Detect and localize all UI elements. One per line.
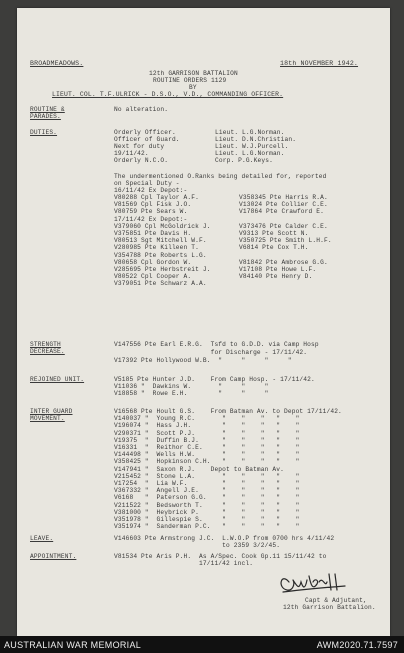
detail-right-entry: V81842 Pte Ambrose G.G. <box>239 258 328 266</box>
inter-guard-entry: V144498 " Wells H.W. " " " " " <box>114 451 300 459</box>
strength-label-1: STRENGTH <box>30 341 61 348</box>
detail-right-entry: V84140 Pte Henry D. <box>239 273 313 281</box>
header-title-line-4: LIEUT. COL. T.F.ULRICK - D.S.O., V.D., COMMANDING OFFICER. <box>52 91 284 98</box>
detail-left-entry: V375851 Pte Davis H. <box>114 230 192 237</box>
leave-label: LEAVE. <box>30 535 54 542</box>
inter-guard-label-1: INTER GUARD <box>30 408 73 415</box>
header-place: BROADMEADOWS. <box>30 60 84 67</box>
inter-guard-entry: V211522 " Bedsworth T. " " " " " <box>114 501 300 509</box>
inter-guard-entry: V140037 " Young R.C. " " " " " <box>114 415 300 423</box>
inter-guard-entry: V17254 " Lia W.F. " " " " " <box>114 480 300 487</box>
detail-right-entry: V13024 Pte Collier C.E. <box>239 201 328 209</box>
detail-left-entry: V80658 Cpl Gordon W. <box>114 258 192 266</box>
leave-entry: to 2359 3/2/45. <box>114 542 281 549</box>
rejoined-label: REJOINED UNIT. <box>30 376 85 383</box>
inter-guard-entry: V367332 " Angell J.E. " " " " " <box>114 487 300 495</box>
rejoined-entry: V18858 " Rowe E.H. " " " <box>114 390 269 398</box>
strength-label-2: DECREASE. <box>30 348 65 355</box>
inter-guard-entry: V351978 " Gillespie S. " " " " " <box>114 516 300 523</box>
detail-right-entry: V17864 Pte Crawford E. <box>239 208 324 216</box>
detail-left-entry: V285695 Pte Herbstreit J. <box>114 266 211 273</box>
duty-officer: Lieut. D.N.Christian. <box>215 136 297 143</box>
document-page <box>17 8 390 636</box>
duty-officer: Lieut. L.G.Norman. <box>215 129 285 136</box>
routine-label-2: PARADES. <box>30 113 61 120</box>
footer-source: AUSTRALIAN WAR MEMORIAL <box>4 640 142 650</box>
detail-right-entry: V373476 Pte Calder C.E. <box>239 222 328 230</box>
appointment-label: APPOINTMENT. <box>30 553 77 560</box>
duty-role: Next for duty <box>114 143 165 150</box>
strength-entry: V147556 Pte Earl E.R.G. Tsfd to G.D.D. via Camp Hosp <box>114 341 319 348</box>
inter-guard-entry: V147941 " Saxon R.J. Depot to Batman Av. <box>114 465 284 473</box>
rejoined-entry: V11036 " Dawkins W. " " " <box>114 383 269 391</box>
duty-role: 19/11/42. <box>114 150 149 157</box>
detail-right-entry: V350725 Pte Smith L.H.F. <box>239 237 332 245</box>
detail-right-entry: V17108 Pte Howe L.F. <box>239 266 317 273</box>
strength-entry: for Discharge - 17/11/42. <box>114 349 308 356</box>
detail-left-entry: V379051 Pte Schwarz A.A. <box>114 280 207 288</box>
header-title-line-1: 12th GARRISON BATTALION <box>149 70 238 77</box>
inter-guard-entry: V290371 " Scott P.J. " " " " " <box>114 429 300 437</box>
inter-guard-entry: V16331 " Reithor C.E. " " " " " <box>114 444 300 451</box>
inter-guard-entry: V16568 Pte Hoult G.S. From Batman Av. to Depot 17/11/42. <box>114 408 342 415</box>
detail-left-entry: V354788 Pte Roberts L.G. <box>114 251 207 259</box>
rejoined-entry: V5185 Pte Hunter J.D. From Camp Hosp. - 17/11/42. <box>114 376 315 383</box>
header-title-line-3: BY <box>189 84 197 91</box>
duty-officer: Lieut. L.G.Norman. <box>215 150 285 157</box>
inter-guard-entry: V215452 " Stone L.A. " " " " " <box>114 472 300 480</box>
header-title-line-2: ROUTINE ORDERS 1129 <box>153 77 227 84</box>
duty-role: Orderly N.C.O. <box>114 157 169 164</box>
detail-right-entry: V358345 Pte Harris R.A. <box>239 194 328 201</box>
header-date: 18th NOVEMBER 1942. <box>280 60 359 67</box>
detail-right-entry: V6814 Pte Cox T.H. <box>239 244 309 252</box>
detail-left-entry: V80513 Sgt Mitchell W.F. <box>114 237 207 245</box>
duties-intro-line: The undermentioned O.Ranks being detailed for, reported <box>114 173 327 180</box>
detail-left-entry: V80759 Pte Sears W. <box>114 208 188 216</box>
inter-guard-entry: V381000 " Heybrick P. " " " " " <box>114 508 300 516</box>
detail-left-entry: V80522 Cpl Cooper A. <box>114 273 192 281</box>
detail-left-entry: V379060 Cpl McGoldrick J. <box>114 222 211 230</box>
duty-officer: Corp. P.G.Keys. <box>215 157 273 164</box>
inter-guard-label-2: MOVEMENT. <box>30 415 65 422</box>
detail-left-entry: V280985 Pte Killeen T. <box>114 244 199 252</box>
routine-text: No alteration. <box>114 106 169 113</box>
detail-right-entry: V9313 Pte Scott N. <box>239 230 309 237</box>
archive-footer <box>0 636 404 653</box>
detail-left-entry: 17/11/42 Ex Depot:- <box>114 215 188 223</box>
inter-guard-entry: V351974 " Sanderman P.C. " " " " " <box>114 523 300 531</box>
duty-officer: Lieut. W.J.Purcell. <box>215 143 289 150</box>
duties-label: DUTIES. <box>30 129 58 136</box>
leave-entry: V146603 Pte Armstrong J.C. L.W.O.P from 0700 hrs 4/11/42 <box>114 535 335 542</box>
duties-intro-line: 16/11/42 Ex Depot:- <box>114 187 188 194</box>
appointment-entry: V81534 Pte Aris P.H. As A/Spec. Cook Gp.11 15/11/42 to <box>114 553 327 560</box>
routine-label-1: ROUTINE & <box>30 106 65 113</box>
signature-title-1: Capt & Adjutant, <box>305 597 367 604</box>
inter-guard-entry: V358425 " Hopkinson C.H. " " " " " <box>114 458 300 466</box>
appointment-entry: 17/11/42 incl. <box>114 560 254 567</box>
signature-title-2: 12th Garrison Battalion. <box>283 604 376 611</box>
inter-guard-entry: V19375 " Duffin B.J. " " " " " <box>114 436 300 444</box>
handwritten-signature <box>279 568 349 594</box>
footer-accession: AWM2020.71.7597 <box>316 640 398 650</box>
detail-left-entry: V80288 Cpl Taylor A.F. <box>114 194 199 201</box>
inter-guard-entry: V196074 " Hass J.H. " " " " " <box>114 422 300 430</box>
strength-entry: V17392 Pte Hollywood W.B. " " " " <box>114 357 292 364</box>
detail-left-entry: V81569 Cpl Fisk J.O. <box>114 201 192 209</box>
inter-guard-entry: V6168 " Paterson G.G. " " " " " <box>114 494 300 502</box>
duty-role: Officer of Guard. <box>114 136 180 143</box>
duty-role: Orderly Officer. <box>114 129 176 136</box>
duties-intro-line: on Special Duty - <box>114 180 180 187</box>
